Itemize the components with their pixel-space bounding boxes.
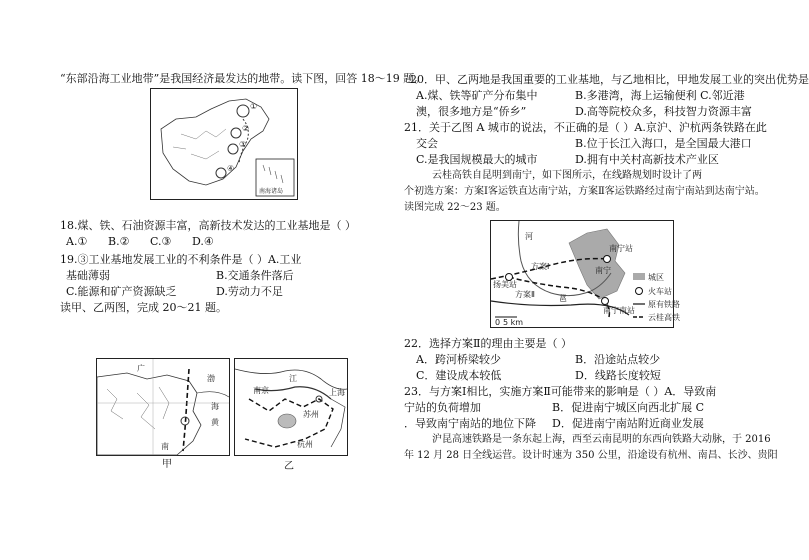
q23-opt-d: D．促进南宁南站附近商业发展 bbox=[552, 417, 704, 430]
q23-opt-a-cont: 宁站的负荷增加 bbox=[404, 401, 481, 414]
mark-1: ① bbox=[250, 102, 258, 111]
yi-city-shanghai: 上海 bbox=[329, 388, 345, 397]
q19-text: 19.③工业基地发展工业的不利条件是（ ）A.工业 bbox=[60, 253, 302, 266]
legend-old-rail: 原有铁路 bbox=[648, 300, 680, 309]
q21-opt-c: C.是我国规模最大的城市 bbox=[416, 153, 538, 166]
q21-opt-d: D.拥有中关村高新技术产业区 bbox=[575, 153, 719, 166]
map-station-nanning: 南宁站 bbox=[609, 244, 633, 253]
q20-opt-d: D.高等院校众多，科技智力资源丰富 bbox=[575, 105, 752, 118]
map-river: 河 bbox=[525, 232, 533, 241]
map-plan2: 方案Ⅱ bbox=[515, 290, 535, 299]
map-yi-drawing bbox=[235, 359, 347, 455]
q21-opt-b: B.位于长江入海口，是全国最大港口 bbox=[575, 137, 752, 150]
legend-station: 火车站 bbox=[648, 287, 672, 296]
jia-label-huang: 黄 bbox=[211, 418, 219, 427]
railway-map-drawing bbox=[491, 221, 680, 327]
legend-city: 城区 bbox=[648, 273, 664, 282]
jia-label-bo: 渤 bbox=[207, 374, 215, 383]
map-city-nanning: 南宁 bbox=[595, 266, 611, 275]
q18-opt-d: D.④ bbox=[192, 235, 214, 248]
map-station-nanningnan: 南宁南站 bbox=[603, 306, 635, 315]
q22-text: 22．选择方案Ⅱ的理由主要是（ ） bbox=[404, 337, 572, 350]
passage-line-2: 个初选方案：方案Ⅰ客运铁直达南宁站，方案Ⅱ客运铁路经过南宁南站到达南宁站。 bbox=[404, 186, 765, 197]
mark-4: ④ bbox=[227, 164, 235, 173]
map-yi bbox=[234, 358, 348, 456]
q20-opt-b: B.多港湾，海上运输便利 C.邻近港 bbox=[575, 89, 745, 102]
map-river-yong: 邕 bbox=[559, 294, 567, 303]
q22-opt-c: C．建设成本较低 bbox=[416, 369, 502, 382]
yi-city-suzhou: 苏州 bbox=[303, 410, 319, 419]
read-instruction: 读甲、乙两图，完成 20～21 题。 bbox=[60, 301, 227, 314]
q18-opt-c: C.③ bbox=[150, 235, 172, 248]
q19-opt-b: B.交通条件落后 bbox=[216, 269, 294, 282]
q22-opt-d: D．线路长度较短 bbox=[575, 369, 661, 382]
china-map-drawing bbox=[151, 89, 297, 199]
q18-text: 18.煤、铁、石油资源丰富，高新技术发达的工业基地是（ ） bbox=[60, 219, 356, 232]
railway-map bbox=[490, 220, 680, 328]
q19-opt-d: D.劳动力不足 bbox=[216, 285, 283, 298]
yi-river: 江 bbox=[289, 374, 297, 383]
q19-opt-c: C.能源和矿产资源缺乏 bbox=[66, 285, 177, 298]
q22-opt-b: B．沿途站点较少 bbox=[575, 353, 661, 366]
yi-city-hangzhou: 杭州 bbox=[297, 440, 313, 449]
china-industrial-map bbox=[150, 88, 298, 200]
inset-label: 南海诸岛 bbox=[259, 188, 284, 195]
q23-text: 23．与方案Ⅰ相比，实施方案Ⅱ可能带来的影响是（ ）A．导致南 bbox=[404, 385, 717, 398]
scale-zero: 0 bbox=[495, 318, 501, 327]
legend-hsr: 云桂高铁 bbox=[648, 313, 680, 322]
mark-2: ② bbox=[242, 124, 250, 133]
passage-line-3: 读图完成 22～23 题。 bbox=[404, 202, 506, 213]
map-jia bbox=[96, 358, 230, 456]
q21-text: 21．关于乙图 A 城市的说法，不正确的是（ ）A.京沪、沪杭两条铁路在此 bbox=[404, 121, 767, 134]
map-jia-label: 甲 bbox=[162, 459, 172, 470]
passage-line-4: 沪昆高速铁路是一条东起上海，西至云南昆明的东西向铁路大动脉，于 2016 bbox=[432, 434, 771, 445]
passage-line-1: 云桂高铁自昆明到南宁，如下图所示，在线路规划时设计了两 bbox=[432, 170, 702, 181]
q19-opt-a-cont: 基础薄弱 bbox=[66, 269, 110, 282]
q21-opt-a-cont: 交会 bbox=[416, 137, 438, 150]
q22-opt-a: A．跨河桥梁较少 bbox=[416, 353, 501, 366]
passage-line-5: 年 12 月 28 日全线运营。设计时速为 350 公里，沿途设有杭州、南昌、长沙、贵阳 bbox=[404, 450, 778, 461]
q20-opt-a: A.煤、铁等矿产分布集中 bbox=[416, 89, 538, 102]
jia-label-guang: 广 bbox=[137, 364, 145, 373]
scale-text: 5 km bbox=[503, 318, 524, 327]
jia-label-hai: 海 bbox=[211, 402, 219, 411]
q20-text: 20．甲、乙两地是我国重要的工业基地，与乙地相比，甲地发展工业的突出优势是 bbox=[410, 73, 809, 86]
q20-opt-c-cont: 澳，很多地方是“侨乡” bbox=[416, 105, 527, 118]
map-jia-drawing bbox=[97, 359, 229, 455]
q18-opt-a: A.① bbox=[66, 235, 88, 248]
yi-city-nanjing: 南京 bbox=[253, 386, 269, 395]
map-station-yangmei: 扬美站 bbox=[493, 280, 517, 289]
jia-label-nan: 南 bbox=[161, 442, 169, 451]
q18-opt-b: B.② bbox=[108, 235, 130, 248]
intro-text: “东部沿海工业地带”是我国经济最发达的地带。读下图，回答 18～19 题。 bbox=[60, 72, 426, 85]
q23-opt-c-cont: ．导致南宁南站的地位下降 bbox=[404, 417, 536, 430]
map-yi-label: 乙 bbox=[284, 461, 294, 472]
map-plan1: 方案Ⅰ bbox=[531, 262, 550, 271]
mark-3: ③ bbox=[239, 140, 247, 149]
q23-opt-b: B．促进南宁城区向西北扩展 C bbox=[552, 401, 704, 414]
